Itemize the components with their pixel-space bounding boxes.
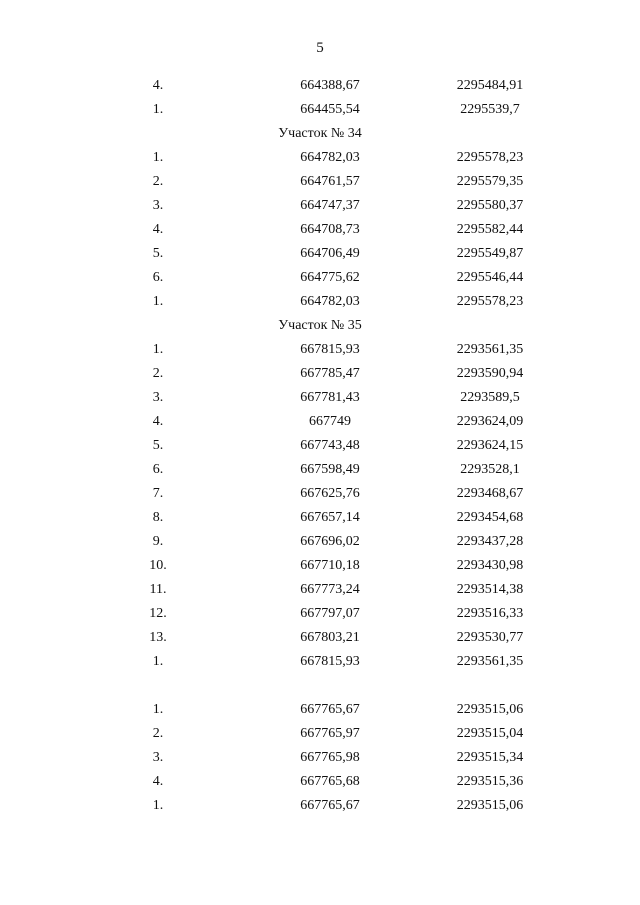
coordinate-row	[0, 146, 640, 170]
y-coordinate: 2293430,98	[456, 558, 524, 573]
x-coordinate: 667765,97	[300, 726, 360, 741]
point-number: 7.	[152, 486, 164, 501]
coordinate-row	[0, 338, 640, 362]
y-coordinate: 2295578,23	[456, 294, 524, 309]
x-coordinate: 664782,03	[300, 294, 360, 309]
x-coordinate: 667598,49	[300, 462, 360, 477]
coordinate-row	[0, 458, 640, 482]
y-coordinate: 2293530,77	[456, 630, 524, 645]
point-number: 1.	[152, 798, 164, 813]
y-coordinate: 2295549,87	[456, 246, 524, 261]
y-coordinate: 2293561,35	[456, 342, 524, 357]
point-number: 6.	[152, 462, 164, 477]
y-coordinate: 2295539,7	[460, 102, 520, 117]
x-coordinate: 667785,47	[300, 366, 360, 381]
y-coordinate: 2293515,06	[456, 702, 524, 717]
x-coordinate: 667743,48	[300, 438, 360, 453]
y-coordinate: 2293589,5	[460, 390, 520, 405]
point-number: 4.	[152, 414, 164, 429]
y-coordinate: 2295484,91	[456, 78, 524, 93]
page-number: 5	[316, 40, 324, 56]
coordinate-row	[0, 386, 640, 410]
coordinate-row	[0, 698, 640, 722]
coordinate-row	[0, 362, 640, 386]
coordinate-row	[0, 770, 640, 794]
section-title: Участок № 34	[278, 126, 362, 141]
x-coordinate: 664761,57	[300, 174, 360, 189]
x-coordinate: 667696,02	[300, 534, 360, 549]
point-number: 10.	[149, 558, 167, 573]
x-coordinate: 667815,93	[300, 342, 360, 357]
x-coordinate: 664775,62	[300, 270, 360, 285]
y-coordinate: 2293454,68	[456, 510, 524, 525]
point-number: 4.	[152, 222, 164, 237]
section-header-row	[0, 122, 640, 146]
x-coordinate: 667781,43	[300, 390, 360, 405]
point-number: 1.	[152, 150, 164, 165]
point-number: 1.	[152, 702, 164, 717]
section-title: Участок № 35	[278, 318, 362, 333]
coordinate-row	[0, 410, 640, 434]
x-coordinate: 667773,24	[300, 582, 360, 597]
y-coordinate: 2293437,28	[456, 534, 524, 549]
point-number: 3.	[152, 390, 164, 405]
point-number: 13.	[149, 630, 167, 645]
x-coordinate: 664747,37	[300, 198, 360, 213]
point-number: 8.	[152, 510, 164, 525]
point-number: 3.	[152, 750, 164, 765]
point-number: 11.	[149, 582, 167, 597]
y-coordinate: 2293590,94	[456, 366, 524, 381]
y-coordinate: 2293516,33	[456, 606, 524, 621]
y-coordinate: 2293515,04	[456, 726, 524, 741]
coordinate-row	[0, 434, 640, 458]
x-coordinate: 664782,03	[300, 150, 360, 165]
coordinate-row	[0, 242, 640, 266]
point-number: 4.	[152, 774, 164, 789]
x-coordinate: 667815,93	[300, 654, 360, 669]
y-coordinate: 2293624,15	[456, 438, 524, 453]
blank-row	[0, 674, 640, 698]
y-coordinate: 2295578,23	[456, 150, 524, 165]
coordinate-row	[0, 530, 640, 554]
x-coordinate: 664706,49	[300, 246, 360, 261]
coordinate-row	[0, 746, 640, 770]
y-coordinate: 2295579,35	[456, 174, 524, 189]
coordinate-row	[0, 578, 640, 602]
x-coordinate: 664388,67	[300, 78, 360, 93]
y-coordinate: 2293468,67	[456, 486, 524, 501]
coordinate-row	[0, 266, 640, 290]
coordinate-row	[0, 794, 640, 818]
y-coordinate: 2293515,34	[456, 750, 524, 765]
y-coordinate: 2293561,35	[456, 654, 524, 669]
coordinate-row	[0, 626, 640, 650]
point-number: 5.	[152, 438, 164, 453]
point-number: 6.	[152, 270, 164, 285]
y-coordinate: 2293514,38	[456, 582, 524, 597]
x-coordinate: 664455,54	[300, 102, 360, 117]
y-coordinate: 2295546,44	[456, 270, 524, 285]
coordinate-row	[0, 194, 640, 218]
y-coordinate: 2295580,37	[456, 198, 524, 213]
point-number: 5.	[152, 246, 164, 261]
point-number: 4.	[152, 78, 164, 93]
point-number: 9.	[152, 534, 164, 549]
x-coordinate: 667657,14	[300, 510, 360, 525]
x-coordinate: 664708,73	[300, 222, 360, 237]
y-coordinate: 2293515,06	[456, 798, 524, 813]
x-coordinate: 667797,07	[300, 606, 360, 621]
x-coordinate: 667765,67	[300, 798, 360, 813]
x-coordinate: 667765,68	[300, 774, 360, 789]
y-coordinate: 2295582,44	[456, 222, 524, 237]
y-coordinate: 2293528,1	[460, 462, 520, 477]
coordinate-row	[0, 290, 640, 314]
point-number: 1.	[152, 102, 164, 117]
x-coordinate: 667749	[309, 414, 351, 429]
x-coordinate: 667765,67	[300, 702, 360, 717]
point-number: 2.	[152, 174, 164, 189]
point-number: 1.	[152, 342, 164, 357]
coordinate-row	[0, 98, 640, 122]
point-number: 1.	[152, 654, 164, 669]
coordinate-row	[0, 218, 640, 242]
coordinate-row	[0, 482, 640, 506]
coordinate-row	[0, 722, 640, 746]
x-coordinate: 667765,98	[300, 750, 360, 765]
coordinate-row	[0, 554, 640, 578]
coordinates-table	[0, 74, 640, 818]
point-number: 2.	[152, 366, 164, 381]
y-coordinate: 2293624,09	[456, 414, 524, 429]
point-number: 3.	[152, 198, 164, 213]
coordinate-row	[0, 170, 640, 194]
point-number: 1.	[152, 294, 164, 309]
y-coordinate: 2293515,36	[456, 774, 524, 789]
section-header-row	[0, 314, 640, 338]
coordinate-row	[0, 74, 640, 98]
coordinate-row	[0, 602, 640, 626]
coordinate-row	[0, 650, 640, 674]
x-coordinate: 667625,76	[300, 486, 360, 501]
point-number: 12.	[149, 606, 167, 621]
point-number: 2.	[152, 726, 164, 741]
x-coordinate: 667803,21	[300, 630, 360, 645]
x-coordinate: 667710,18	[300, 558, 360, 573]
coordinate-row	[0, 506, 640, 530]
